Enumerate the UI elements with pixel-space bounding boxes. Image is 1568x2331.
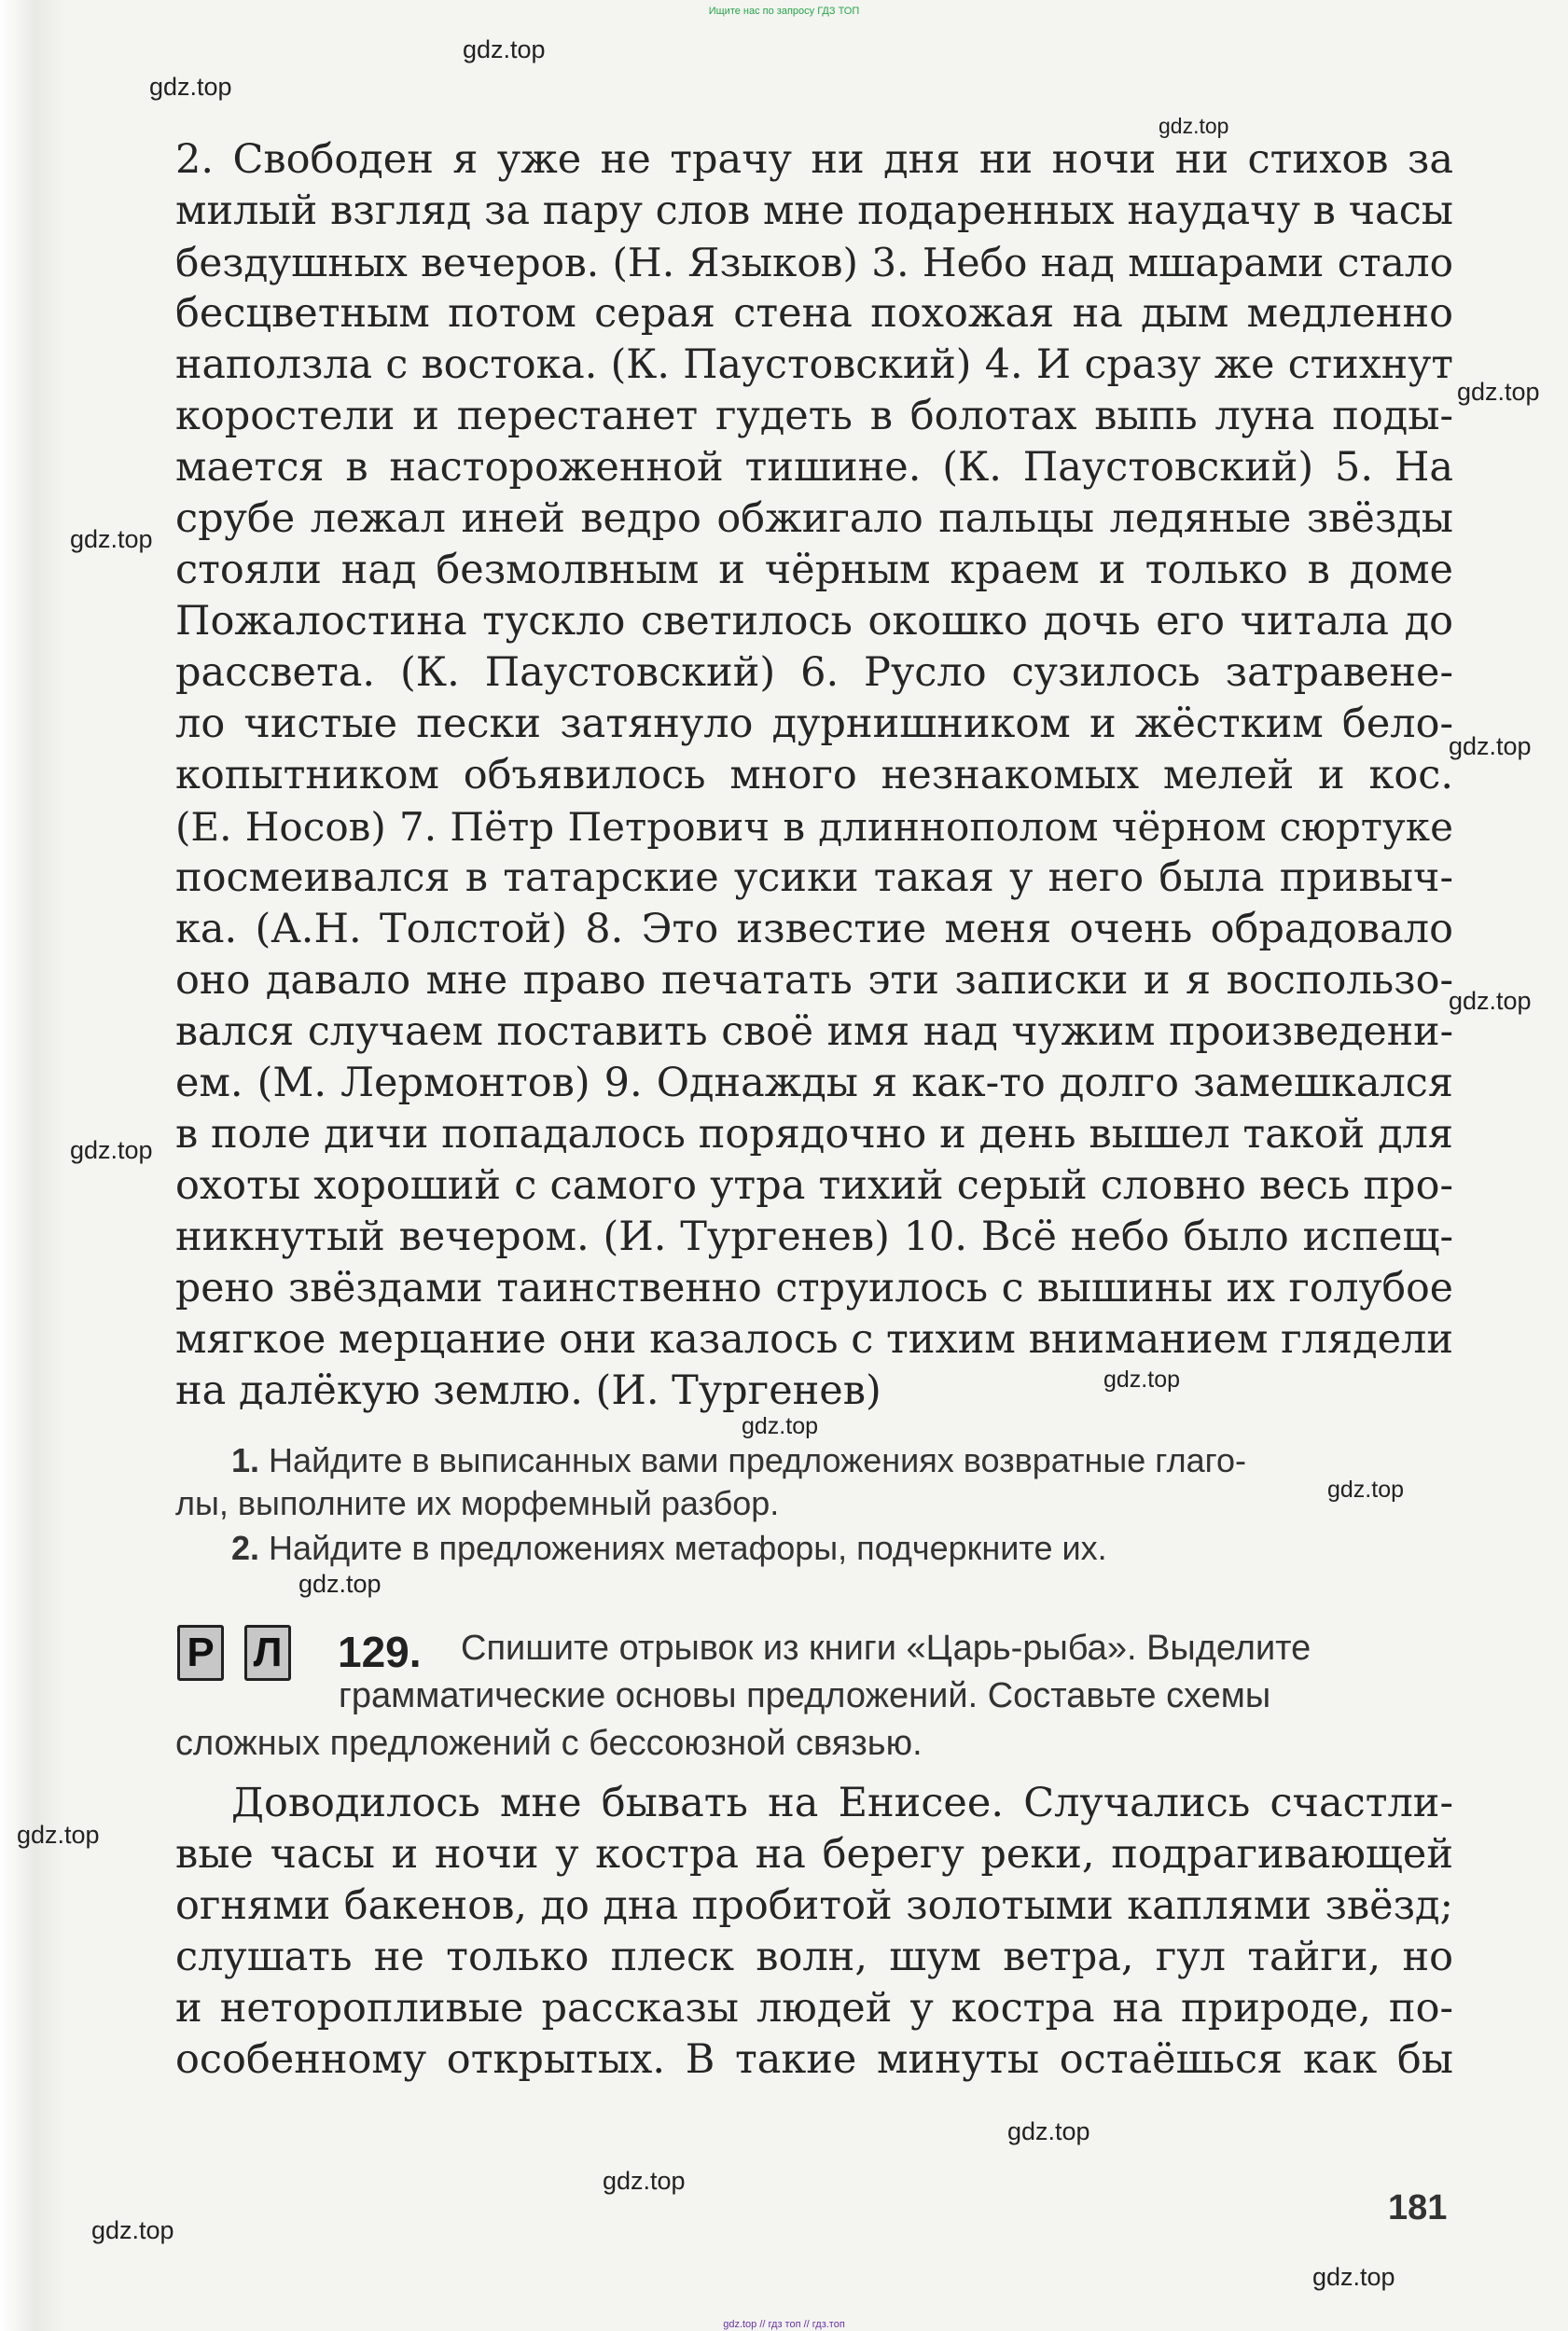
page-edge-shadow: [0, 0, 65, 2331]
text-line: никнутый вечером. (И. Тургенев) 10. Всё небо было испещ-: [175, 1214, 1453, 1260]
task-list: [175, 1439, 1453, 1570]
exercise-line: грамматические основы предложений. Составьте схемы: [339, 1676, 1271, 1715]
text-line: мается в настороженной тишине. (К. Паустовский) 5. На: [175, 444, 1453, 491]
exercise-line: сложных предложений с бессоюзной связью.: [175, 1724, 923, 1763]
badge-l-icon: Л: [244, 1625, 291, 1681]
text-line: в поле дичи попадалось порядочно и день вышел такой для: [175, 1111, 1453, 1158]
text-line: Пожалостина тускло светилось окошко дочь его читала до: [175, 598, 1453, 645]
watermark: gdz.top: [149, 73, 232, 101]
text-line: ка. (А.Н. Толстой) 8. Это известие меня очень обрадовало: [175, 906, 1453, 952]
watermark: gdz.top: [463, 35, 546, 63]
watermark: gdz.top: [91, 2216, 174, 2244]
text-line: рено звёздами таинственно струилось с вышины их голубое: [175, 1265, 1453, 1311]
passage-block: [175, 1778, 1453, 2086]
text-line: вался случаем поставить своё имя над чужим произведени-: [175, 1008, 1453, 1055]
exercise-instructions: [175, 1625, 1453, 1768]
text-line: мягкое мерцание они казалось с тихим вниманием глядели: [175, 1316, 1453, 1363]
text-line: копытником объявилось много незнакомых мелей и кос.: [175, 752, 1453, 798]
watermark: gdz.top: [1457, 378, 1540, 406]
text-line: на далёкую землю. (И. Тургенев): [175, 1367, 881, 1414]
text-line: милый взгляд за пару слов мне подаренных наудачу в часы: [175, 187, 1453, 234]
main-text-block: [175, 134, 1453, 1417]
watermark: gdz.top: [1103, 1367, 1181, 1393]
watermark: gdz.top: [1327, 1477, 1405, 1503]
text-line: рассвета. (К. Паустовский) 6. Русло сузилось затравене-: [175, 649, 1453, 696]
bottom-banner: gdz.top // гдз топ // гдз.топ: [723, 2319, 845, 2330]
task-1-line-2: лы, выполните их морфемный разбор.: [175, 1484, 780, 1522]
passage-line: вые часы и ночи у костра на берегу реки, подрагивающей: [175, 1831, 1453, 1878]
top-banner: Ищите нас по запросу ГДЗ ТОП: [708, 6, 860, 17]
watermark: gdz.top: [742, 1413, 819, 1439]
task-2-line-1: 2. Найдите в предложениях метафоры, подчеркните их.: [231, 1529, 1107, 1567]
text-line: бездушных вечеров. (Н. Языков) 3. Небо над мшарами стало: [175, 240, 1453, 285]
watermark: gdz.top: [1159, 114, 1229, 138]
task-1-line-1: 1. Найдите в выписанных вами предложениях возвратные глаго-: [231, 1441, 1246, 1479]
text-line: коростели и перестанет гудеть в болотах выпь луна поды-: [175, 393, 1453, 439]
badge-r-icon: Р: [177, 1625, 224, 1681]
text-line: наползла с востока. (К. Паустовский) 4. И сразу же стихнут: [175, 341, 1453, 388]
text-line: стояли над безмолвным и чёрным краем и только в доме: [175, 547, 1453, 593]
watermark: gdz.top: [1312, 2263, 1395, 2291]
text-line: ло чистые пески затянуло дурнишником и жёстким бело-: [175, 701, 1453, 747]
watermark: gdz.top: [1449, 987, 1532, 1015]
watermark: gdz.top: [603, 2167, 686, 2195]
exercise-line: Спишите отрывок из книги «Царь-рыба». Выделите: [461, 1629, 1311, 1668]
passage-line: слушать не только плеск волн, шум ветра, гул тайги, но: [175, 1934, 1453, 1980]
page-number: 181: [1388, 2188, 1448, 2227]
watermark: gdz.top: [1449, 732, 1532, 760]
watermark: gdz.top: [298, 1570, 382, 1598]
text-line: ем. (М. Лермонтов) 9. Однажды я как-то долго замешкался: [175, 1060, 1453, 1106]
passage-line: особенному открытых. В такие минуты остаёшься как бы: [175, 2036, 1453, 2083]
text-line: (Е. Носов) 7. Пётр Петрович в длиннополом чёрном сюртуке: [175, 804, 1453, 850]
text-line: 2. Свободен я уже не трачу ни дня ни ночи ни стихов за: [175, 136, 1453, 183]
passage-line: Доводилось мне бывать на Енисее. Случались счастли-: [231, 1780, 1453, 1826]
text-line: оно давало мне право печатать эти записки и я воспользо-: [175, 957, 1453, 1004]
passage-line: огнями бакенов, до дна пробитой золотыми каплями звёзд;: [175, 1882, 1453, 1929]
text-line: срубе лежал иней ведро обжигало пальцы ледяные звёзды: [175, 495, 1453, 542]
text-line: бесцветным потом серая стена похожая на дым медленно: [175, 290, 1453, 337]
watermark: gdz.top: [70, 1136, 153, 1164]
text-line: охоты хороший с самого утра тихий серый словно весь про-: [175, 1162, 1453, 1209]
watermark: gdz.top: [70, 525, 153, 553]
watermark: gdz.top: [1007, 2117, 1090, 2145]
watermark: gdz.top: [17, 1821, 100, 1849]
text-line: посмеивался в татарские усики такая у него была привыч-: [175, 854, 1453, 901]
exercise-number: 129.: [338, 1628, 422, 1676]
passage-line: и неторопливые рассказы людей у костра на природе, по-: [175, 1985, 1453, 2032]
